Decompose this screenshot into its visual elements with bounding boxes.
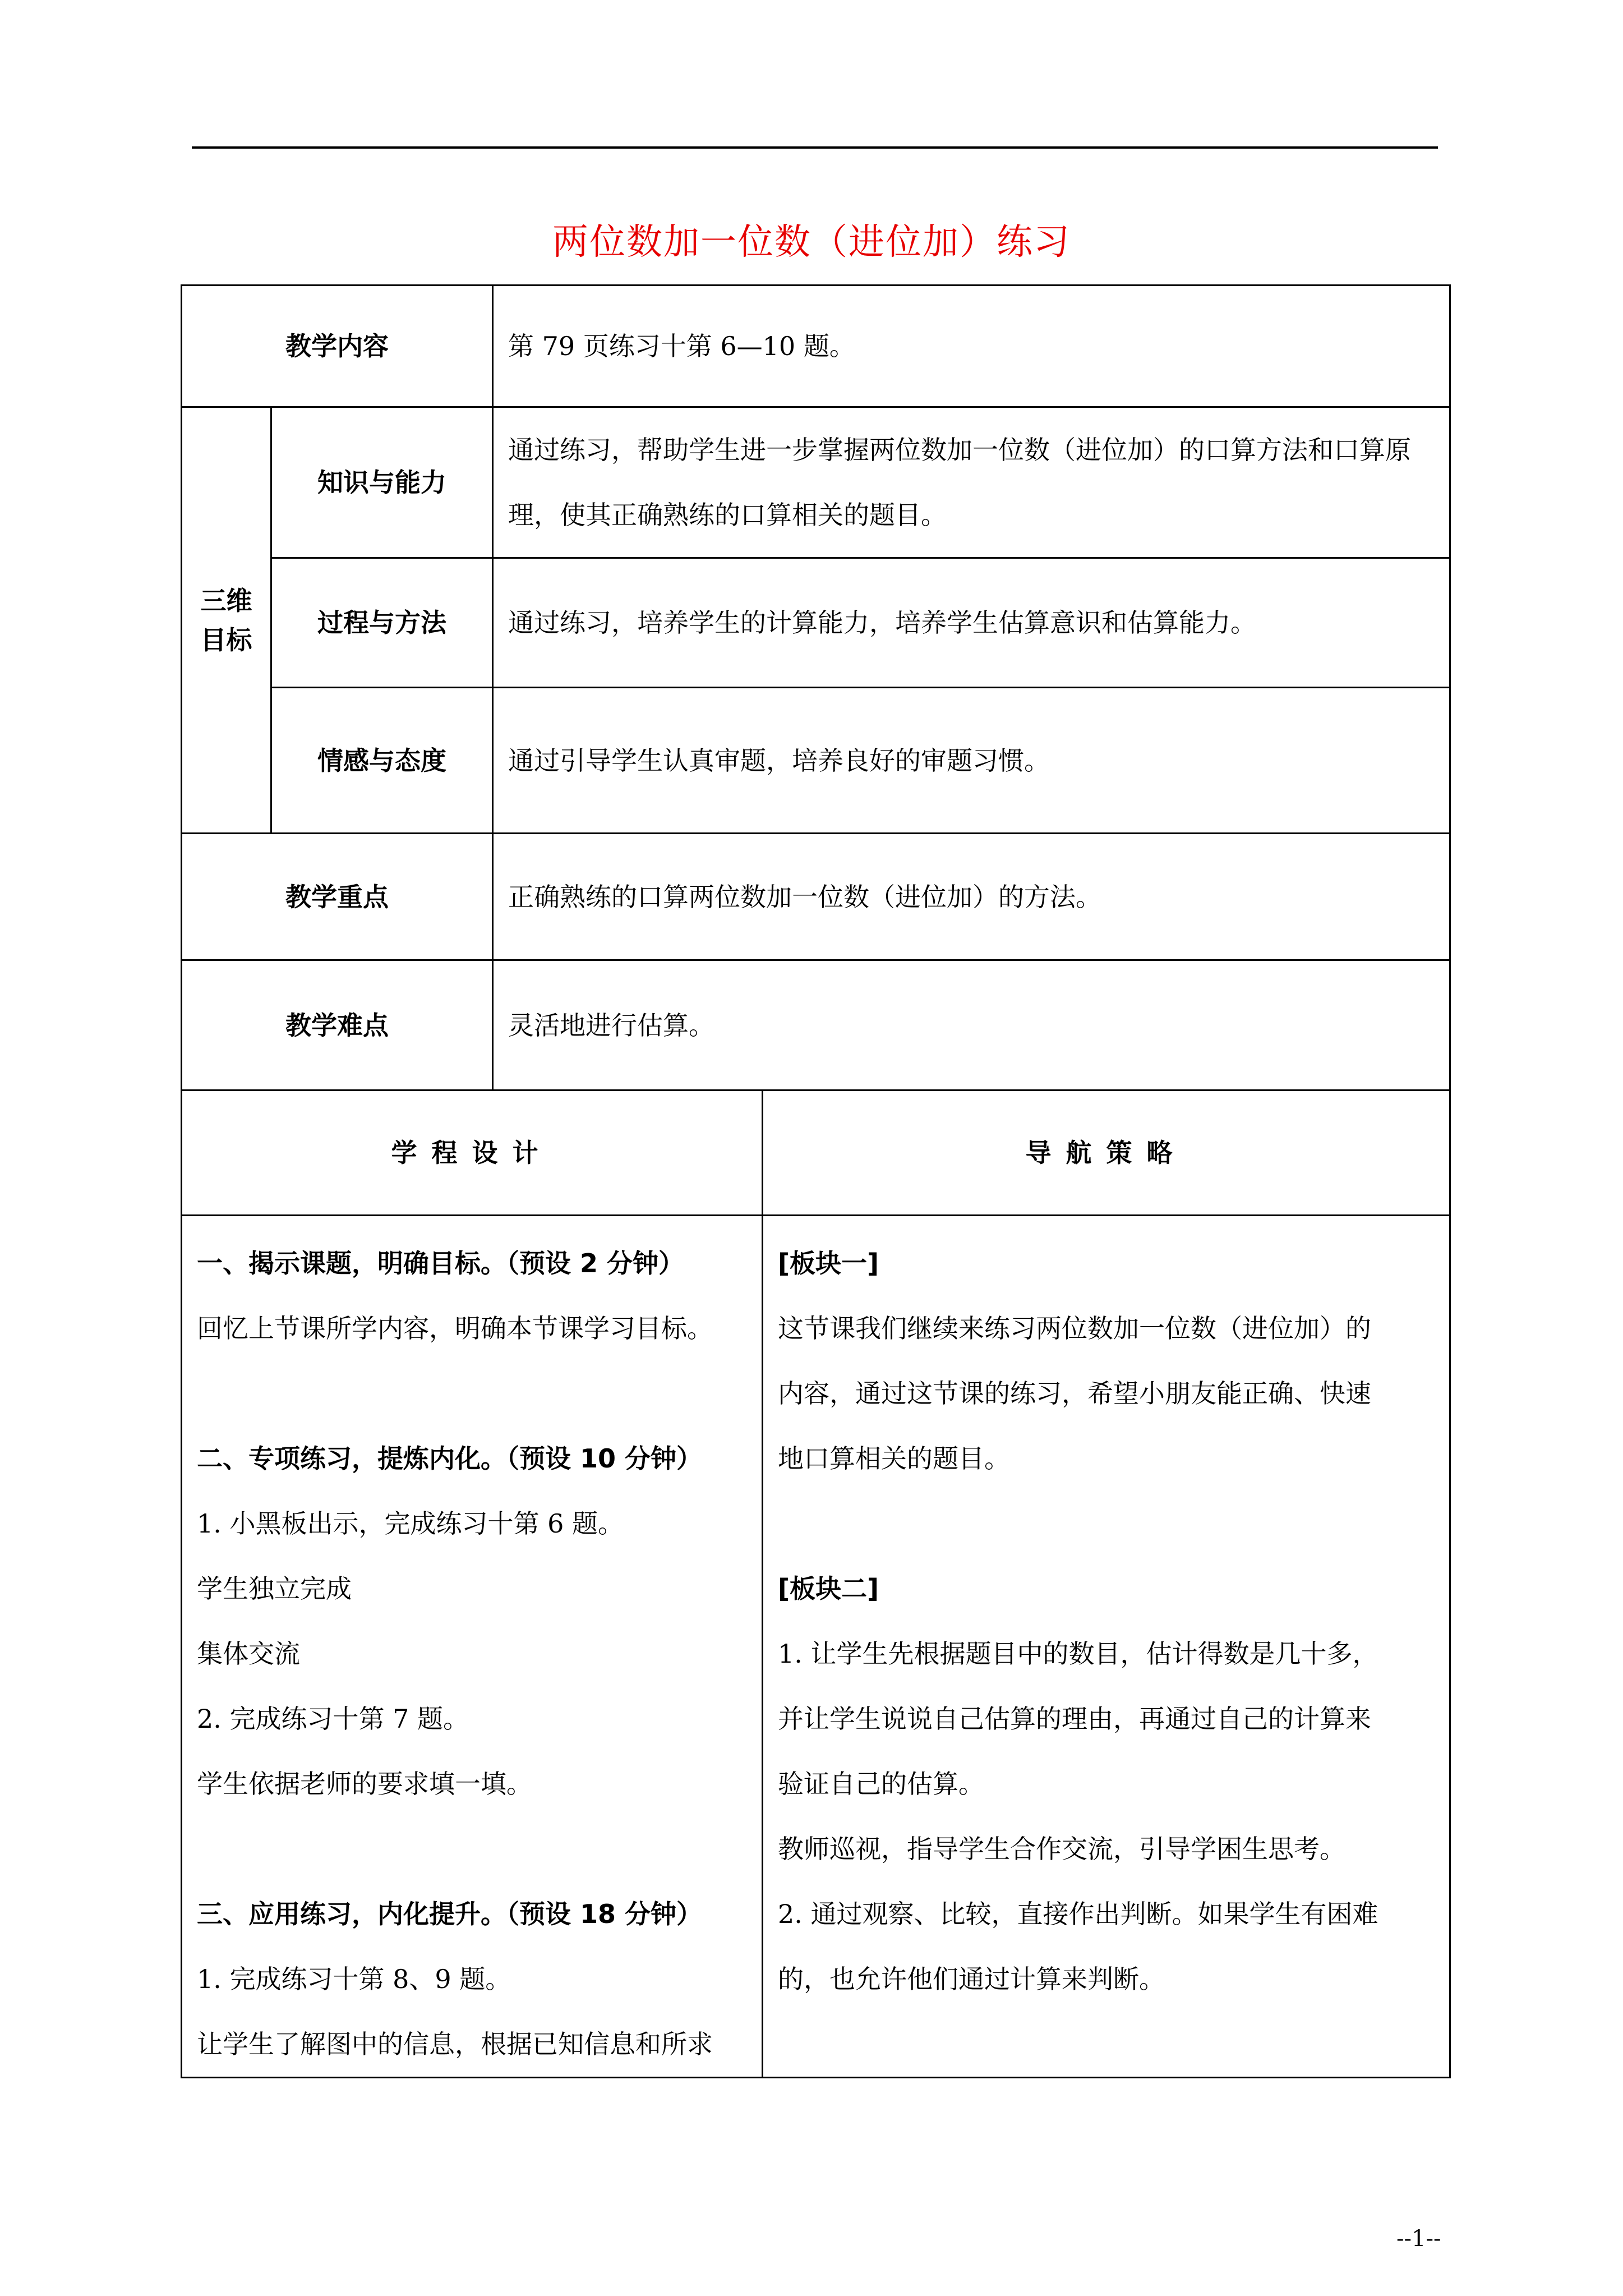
section-heading: 一、揭示课题，明确目标。（预设 2 分钟） [197,1248,685,1278]
text-line: 1. 小黑板出示，完成练习十第 6 题。 [197,1508,624,1539]
text-line [197,1816,747,1881]
guidance-strategy-header: 导航策略 [763,1091,1450,1216]
difficulty-value: 灵活地进行估算。 [493,960,1450,1091]
learning-design-header: 学程设计 [182,1091,763,1216]
header-rule [192,146,1438,149]
text-line [197,1361,747,1426]
design-body-row [182,1216,1450,2078]
text-line: 1. 完成练习十第 8、9 题。 [197,1964,511,1994]
text-line: 并让学生说说自己估算的理由，再通过自己的计算来 [778,1704,1371,1734]
text-line: 地口算相关的题目。 [778,1443,1010,1474]
text-line: 1. 让学生先根据题目中的数目，估计得数是几十多， [778,1639,1378,1669]
design-header-row [182,1091,1450,1216]
content-value: 第 79 页练习十第 6—10 题。 [493,286,1450,407]
row-goal-attitude [182,688,1450,834]
goal-text: 通过练习，帮助学生进一步掌握两位数加一位数（进位加）的口算方法和口算原理，使其正确熟练的口算相关的题目。 [493,407,1450,558]
lesson-design-table [181,1089,1451,2078]
content-label: 教学内容 [182,286,493,407]
text-line: 验证自己的估算。 [778,1769,984,1799]
document-title: 两位数加一位数（进位加）练习 [552,222,1071,263]
goal-label: 情感与态度 [271,688,493,834]
text-line [778,1491,1435,1556]
learning-design-column [182,1216,763,2078]
row-content [182,286,1450,407]
text-line: 2. 通过观察、比较，直接作出判断。如果学生有困难 [778,1899,1378,1929]
difficulty-label: 教学难点 [182,960,493,1091]
text-line: 回忆上节课所学内容，明确本节课学习目标。 [197,1313,713,1343]
goal-label: 过程与方法 [271,558,493,688]
section-heading: [板块一] [778,1248,879,1278]
row-key-point [182,834,1450,960]
lesson-info-table [181,284,1451,1091]
text-line: 学生独立完成 [197,1573,352,1604]
text-line: 这节课我们继续来练习两位数加一位数（进位加）的 [778,1313,1371,1343]
text-line: 教师巡视，指导学生合作交流，引导学困生思考。 [778,1834,1345,1864]
goal-text: 通过引导学生认真审题，培养良好的审题习惯。 [493,688,1450,834]
text-line: 让学生了解图中的信息，根据已知信息和所求 [197,2029,713,2059]
row-goal-process [182,558,1450,688]
section-heading: [板块二] [778,1573,879,1604]
text-line: 内容，通过这节课的练习，希望小朋友能正确、快速 [778,1378,1371,1409]
goal-text: 通过练习，培养学生的计算能力，培养学生估算意识和估算能力。 [493,558,1450,688]
text-line: 的，也允许他们通过计算来判断。 [778,1964,1165,1994]
page-number: --1-- [1396,2226,1441,2252]
key-point-value: 正确熟练的口算两位数加一位数（进位加）的方法。 [493,834,1450,960]
text-line: 集体交流 [197,1639,300,1669]
section-heading: 三、应用练习，内化提升。（预设 18 分钟） [197,1899,703,1929]
text-line: 2. 完成练习十第 7 题。 [197,1704,469,1734]
row-goal-knowledge [182,407,1450,558]
section-heading: 二、专项练习，提炼内化。（预设 10 分钟） [197,1443,703,1474]
guidance-strategy-column [763,1216,1450,2078]
row-difficulty [182,960,1450,1091]
key-point-label: 教学重点 [182,834,493,960]
goals-label: 三维 目标 [182,407,271,834]
text-line: 学生依据老师的要求填一填。 [197,1769,532,1799]
goal-label: 知识与能力 [271,407,493,558]
